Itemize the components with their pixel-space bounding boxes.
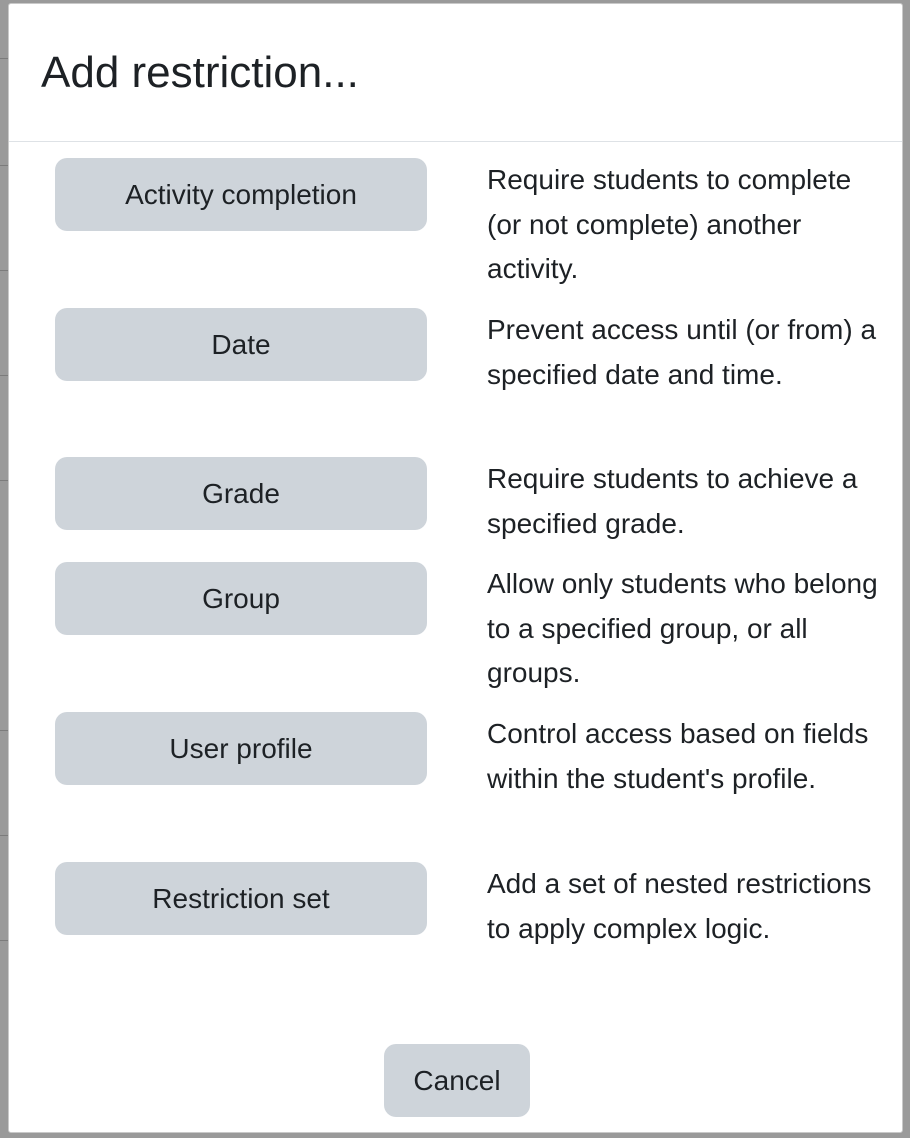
activity-completion-description: Require students to complete (or not complete) another activity.: [487, 164, 852, 284]
user-profile-description: Control access based on fields within the student's profile.: [487, 718, 869, 794]
restriction-set-description: Add a set of nested restrictions to apply complex logic.: [487, 868, 872, 944]
group-description: Allow only students who belong to a specified group, or all groups.: [487, 568, 878, 688]
user-profile-button[interactable]: User profile: [55, 712, 427, 785]
activity-completion-button[interactable]: Activity completion: [55, 158, 427, 231]
date-description: Prevent access until (or from) a specified date and time.: [487, 314, 877, 390]
restriction-set-button[interactable]: Restriction set: [55, 862, 427, 935]
date-button[interactable]: Date: [55, 308, 427, 381]
grade-description: Require students to achieve a specified grade.: [487, 463, 858, 539]
add-restriction-dialog: [8, 3, 903, 1133]
dialog-title: Add restriction...: [41, 48, 359, 97]
cancel-button[interactable]: Cancel: [384, 1044, 530, 1117]
dialog-header: [9, 4, 902, 142]
group-button[interactable]: Group: [55, 562, 427, 635]
grade-button[interactable]: Grade: [55, 457, 427, 530]
